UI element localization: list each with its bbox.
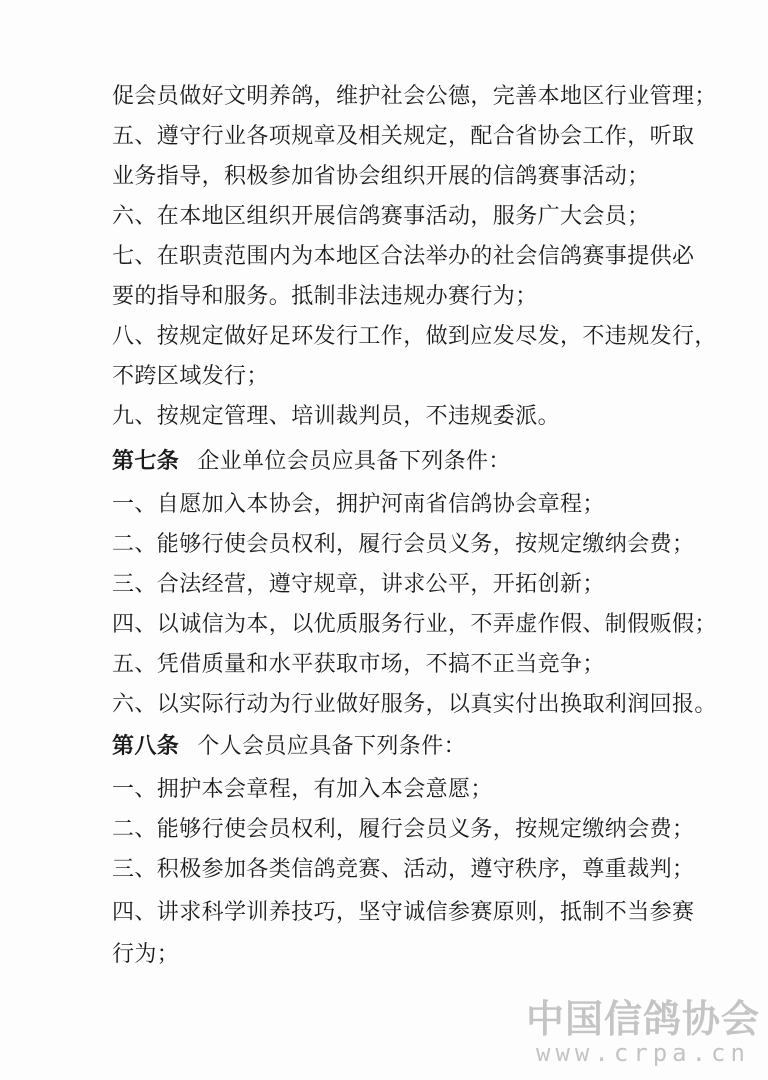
text-line: 要的指导和服务。抵制非法违规办赛行为；: [112, 284, 538, 309]
article-7-item: 四、以诚信为本，以优质服务行业，不弄虚作假、制假贩假；: [112, 612, 717, 637]
article-7-item: 二、能够行使会员权利，履行会员义务，按规定缴纳会费；: [112, 532, 695, 557]
article-7-item: 六、以实际行动为行业做好服务，以真实付出换取利润回报。: [112, 692, 717, 717]
text-line: 促会员做好文明养鸽，维护社会公德，完善本地区行业管理；: [112, 84, 717, 109]
article-8-title: 个人会员应具备下列条件：: [197, 734, 467, 759]
article-7-item: 五、凭借质量和水平获取市场，不搞不正当竞争；: [112, 652, 605, 677]
article-8-heading: [112, 732, 466, 762]
text-line: 六、在本地区组织开展信鸽赛事活动，服务广大会员；: [112, 204, 650, 229]
text-line: 九、按规定管理、培训裁判员，不违规委派。: [112, 404, 561, 429]
article-7-item: 三、合法经营，遵守规章，讲求公平，开拓创新；: [112, 572, 605, 597]
article-8-item: 一、拥护本会章程，有加入本会意愿；: [112, 777, 493, 802]
article-7-item: 一、自愿加入本协会，拥护河南省信鸽协会章程；: [112, 492, 605, 517]
article-7-heading: [112, 447, 511, 477]
article-8-item: 二、能够行使会员权利，履行会员义务，按规定缴纳会费；: [112, 817, 695, 842]
article-7-title: 企业单位会员应具备下列条件：: [197, 449, 511, 474]
article-8-item: 四、讲求科学训养技巧，坚守诚信参赛原则，抵制不当参赛: [112, 900, 695, 925]
watermark-url: www.crpa.cn: [536, 1039, 750, 1067]
text-line: 八、按规定做好足环发行工作，做到应发尽发，不违规发行，: [112, 324, 717, 349]
text-line: 业务指导，积极参加省协会组织开展的信鸽赛事活动；: [112, 164, 650, 189]
article-8-item: 行为；: [112, 942, 180, 967]
text-line: 五、遵守行业各项规章及相关规定，配合省协会工作，听取: [112, 124, 695, 149]
article-7-number: 第七条: [112, 449, 180, 474]
watermark-title: 中国信鸽协会: [525, 997, 760, 1041]
article-8-number: 第八条: [112, 734, 180, 759]
site-watermark: [526, 998, 760, 1066]
article-8-item: 三、积极参加各类信鸽竞赛、活动，遵守秩序，尊重裁判；: [112, 857, 695, 882]
text-line: 七、在职责范围内为本地区合法举办的社会信鸽赛事提供必: [112, 244, 695, 269]
text-line: 不跨区域发行；: [112, 364, 269, 389]
